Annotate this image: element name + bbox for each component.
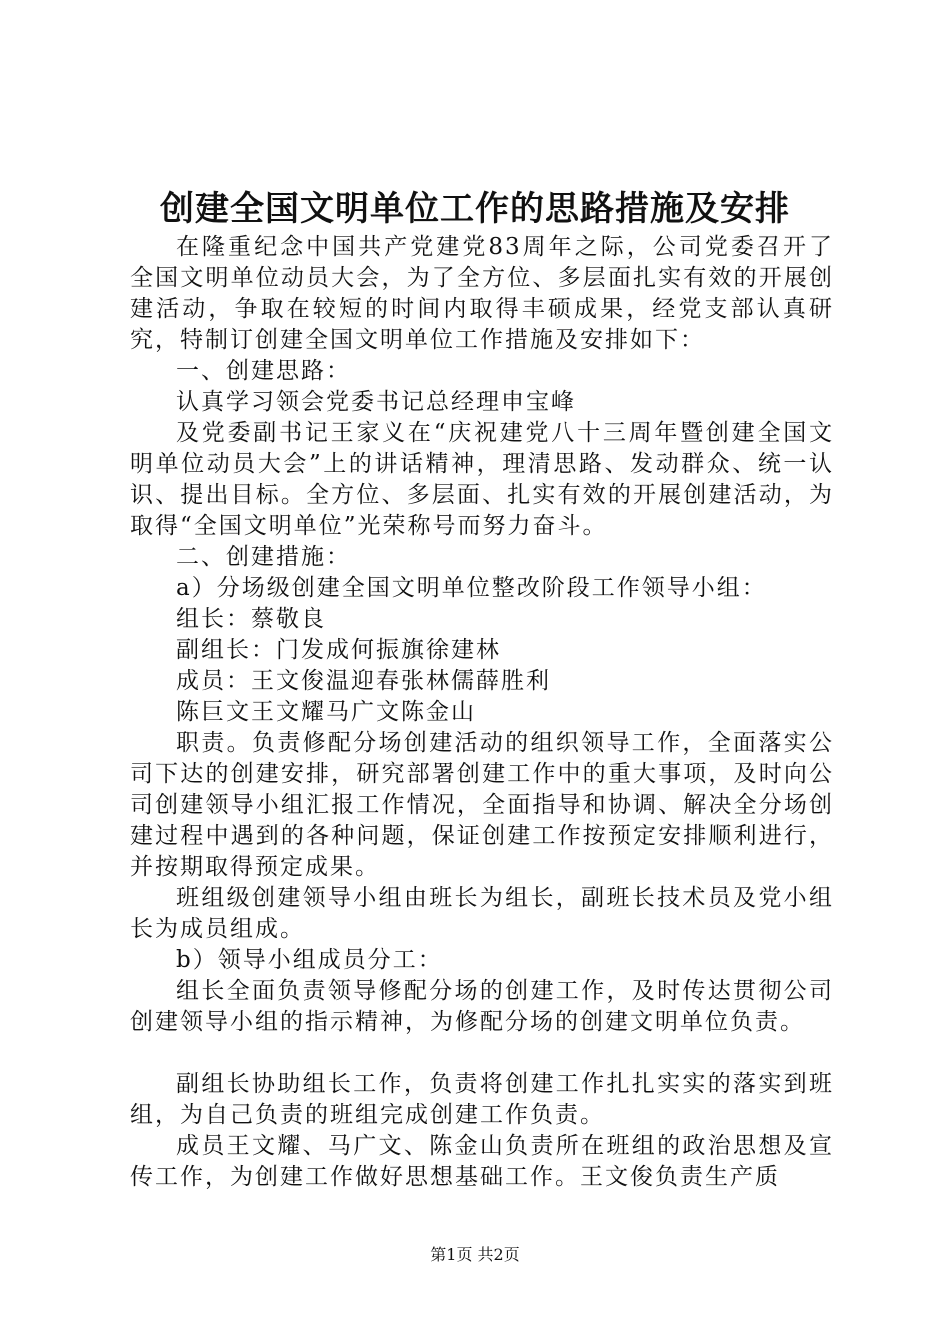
paragraph-team-group: 班组级创建领导小组由班长为组长，副班长技术员及党小组长为成员组成。 (130, 885, 834, 942)
paragraph-spirit: 及党委副书记王家义在“庆祝建党八十三周年暨创建全国文明单位动员大会”上的讲话精神，理清思路、发动群众、统一认识、提出目标。全方位、多层面、扎实有效的开展创建活动，为取得“全国文明单位”光荣称号而努力奋斗。 (130, 420, 834, 539)
paragraph-leader-duty: 组长全面负责领导修配分场的创建工作，及时传达贯彻公司创建领导小组的指示精神，为修配分场的创建文明单位负责。 (130, 978, 834, 1035)
leader-line: 组长：蔡敬良 (176, 606, 326, 632)
document-body (130, 232, 834, 1193)
blank-line (130, 1038, 834, 1069)
members-line-continued: 陈巨文王文耀马广文陈金山 (176, 699, 476, 725)
paragraph-deputy-duty: 副组长协助组长工作，负责将创建工作扎扎实实的落实到班组，为自己负责的班组完成创建工作负责。 (130, 1071, 834, 1128)
members-line: 成员：王文俊温迎春张林儒薛胜利 (176, 668, 551, 694)
document-title: 创建全国文明单位工作的思路措施及安排 (160, 189, 790, 229)
paragraph-intro: 在隆重纪念中国共产党建党83周年之际，公司党委召开了全国文明单位动员大会，为了全方位、多层面扎实有效的开展创建活动，争取在较短的时间内取得丰硕成果，经党支部认真研究，特制订创建全国文明单位工作措施及安排如下： (130, 234, 834, 353)
heading-section-1: 一、创建思路： (176, 358, 351, 384)
heading-section-2: 二、创建措施： (176, 544, 351, 570)
page-footer: 第1页 共2页 (430, 1245, 520, 1264)
paragraph-study: 认真学习领会党委书记总经理申宝峰 (176, 389, 576, 415)
deputy-leader-line: 副组长：门发成何振旗徐建林 (176, 637, 501, 663)
paragraph-duties: 职责。负责修配分场创建活动的组织领导工作，全面落实公司下达的创建安排，研究部署创建工作中的重大事项，及时向公司创建领导小组汇报工作情况，全面指导和协调、解决全分场创建过程中遇到的各种问题，保证创建工作按预定安排顺利进行，并按期取得预定成果。 (130, 730, 834, 880)
subheading-b: b）领导小组成员分工： (176, 947, 443, 973)
paragraph-members-duty: 成员王文耀、马广文、陈金山负责所在班组的政治思想及宣传工作，为创建工作做好思想基础工作。王文俊负责生产质 (130, 1133, 834, 1190)
subheading-a: a）分场级创建全国文明单位整改阶段工作领导小组： (176, 575, 767, 601)
